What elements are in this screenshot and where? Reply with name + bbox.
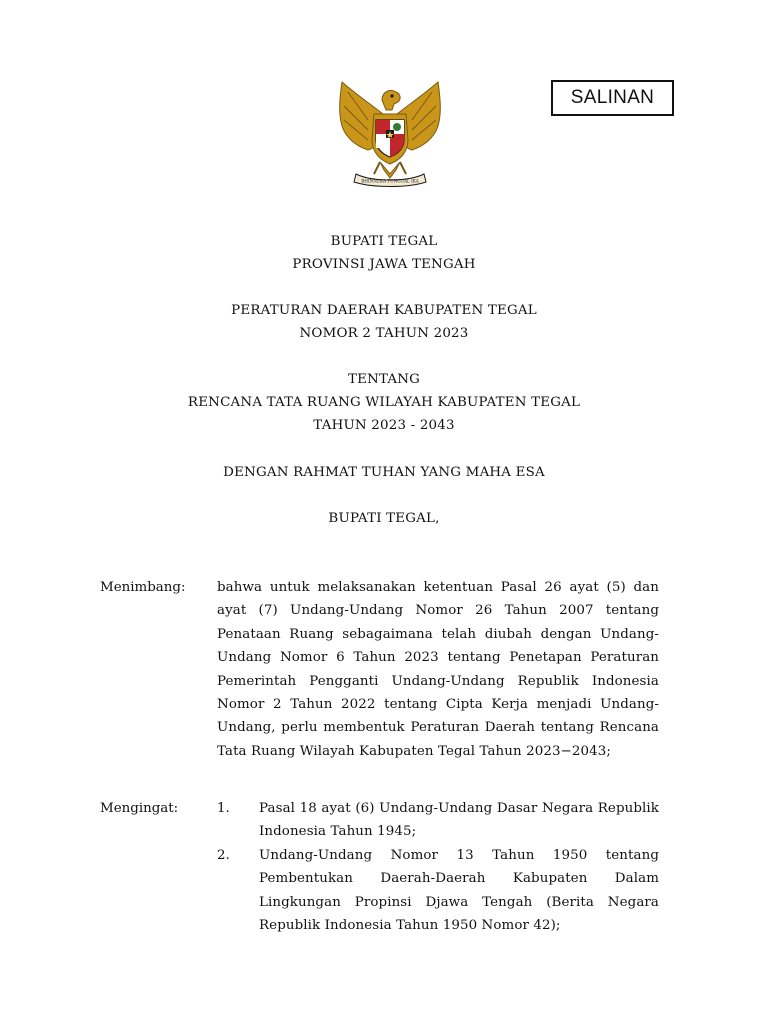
salinan-stamp: SALINAN	[551, 80, 674, 116]
province-title: PROVINSI JAWA TENGAH	[292, 257, 476, 272]
about-label: TENTANG	[347, 372, 421, 387]
regulation-subject: RENCANA TATA RUANG WILAYAH KABUPATEN TEGAL	[187, 395, 581, 410]
issuer-signoff: BUPATI TEGAL,	[328, 511, 440, 526]
menimbang-text: bahwa untuk melaksanakan ketentuan Pasal 26 ayat (5) dan ayat (7) Undang-Undang Nomor 26 Tahun 2007 tentang Penataan Ruang sebagaimana telah diubah dengan Undang-Undang Nomor 6 Tahun 2023 tentang Penetapan Peraturan Pemerintah Pengganti Undang-Undang Republik Indonesia Nomor 2 Tahun 2022 tentang Cipta Kerja menjadi Undang-Undang, perlu membentuk Peraturan Daerah tentang Rencana Tata Ruang Wilayah Kabupaten Tegal Tahun 2023−2043;	[217, 580, 659, 759]
issuer-title: BUPATI TEGAL	[330, 234, 438, 249]
list-item-number: 2.	[217, 848, 230, 863]
list-item: Pasal 18 ayat (6) Undang-Undang Dasar Negara Republik Indonesia Tahun 1945;	[259, 801, 659, 840]
garuda-pancasila-emblem	[328, 78, 452, 190]
emblem-motto: BHINNEKA TUNGGAL IKA	[361, 178, 419, 184]
regulation-period: TAHUN 2023 - 2043	[313, 418, 455, 433]
preamble-invocation: DENGAN RAHMAT TUHAN YANG MAHA ESA	[223, 465, 545, 480]
menimbang-label: Menimbang:	[100, 580, 186, 595]
mengingat-label: Mengingat:	[100, 801, 179, 816]
list-item: Undang-Undang Nomor 13 Tahun 1950 tentang Pembentukan Daerah-Daerah Kabupaten Dalam Lingkungan Propinsi Djawa Tengah (Berita Negara Republik Indonesia Tahun 1950 Nomor 42);	[259, 848, 659, 934]
regulation-number: NOMOR 2 TAHUN 2023	[299, 326, 469, 341]
list-item-number: 1.	[217, 801, 230, 816]
regulation-title: PERATURAN DAERAH KABUPATEN TEGAL	[231, 303, 537, 318]
